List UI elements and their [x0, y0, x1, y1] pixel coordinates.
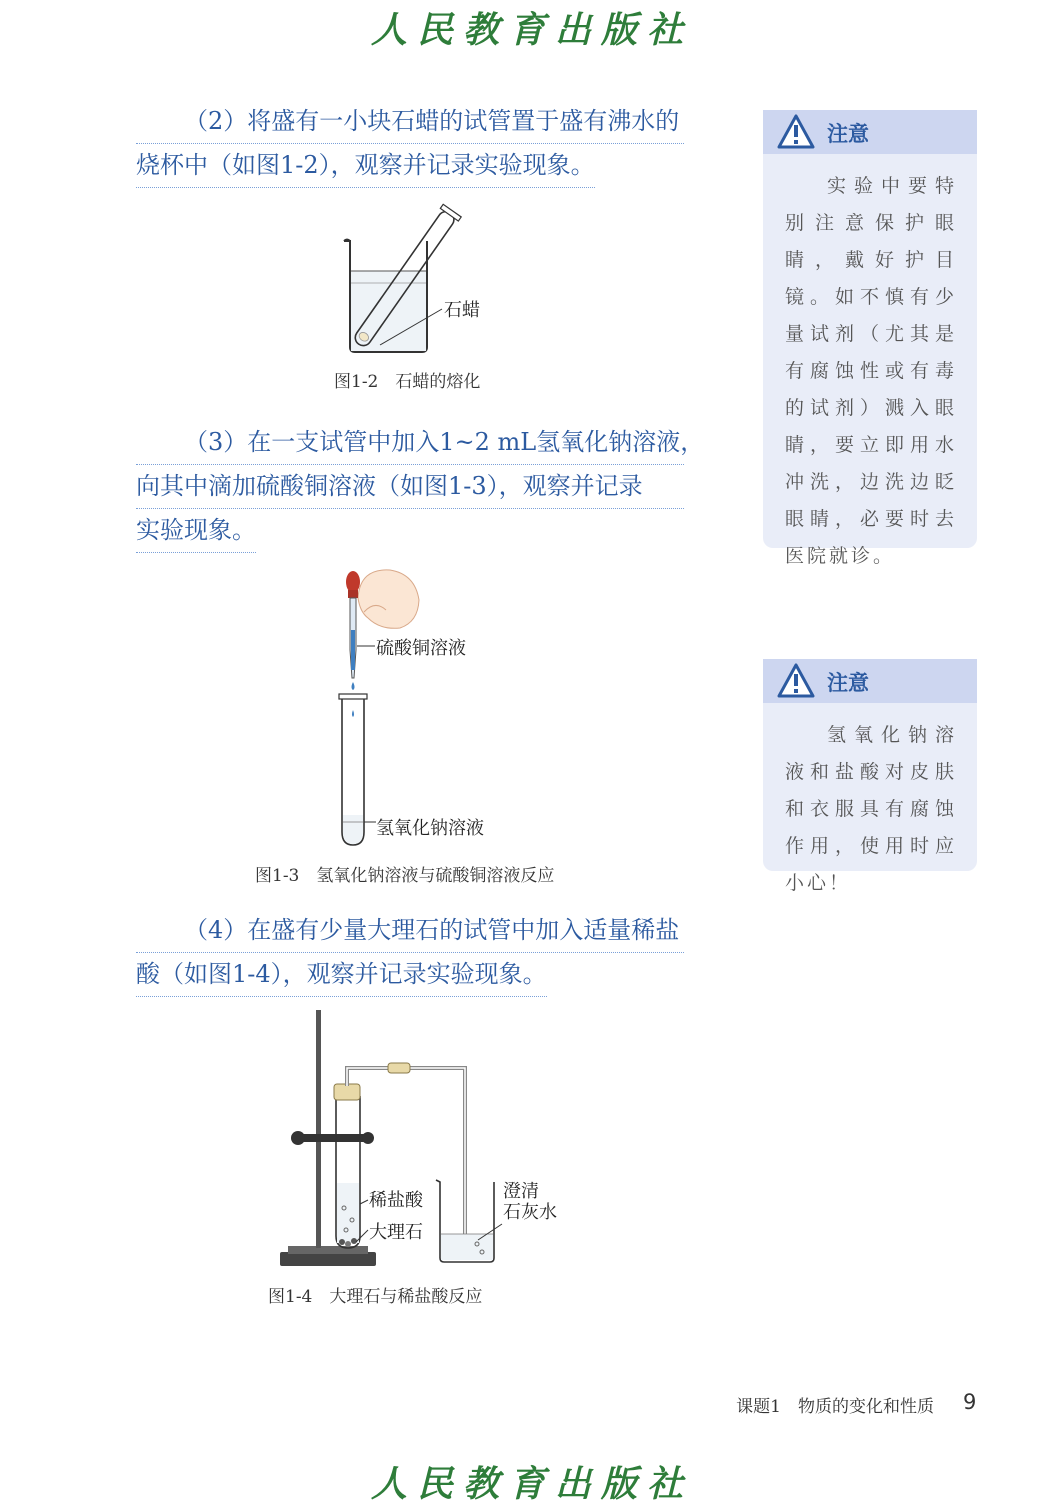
step-3-line-3: 实验现象。: [136, 509, 256, 553]
figure-1-2-beaker: [330, 205, 490, 355]
step-3-line-2: 向其中滴加硫酸铜溶液（如图1-3），观察并记录: [136, 465, 684, 509]
figure-1-4-marble-label: 大理石: [369, 1222, 423, 1243]
step-4-paragraph: [136, 909, 684, 997]
publisher-logo-top: 人民教育出版社: [370, 9, 693, 51]
publisher-logo-bottom: 人民教育出版社: [370, 1463, 693, 1505]
figure-1-2-label: 石蜡: [444, 300, 480, 321]
note-title: 注意: [827, 122, 869, 146]
figure-1-3-dropper-tube: [320, 560, 430, 855]
warning-icon: [777, 114, 815, 150]
step-4-line-1: （4）在盛有少量大理石的试管中加入适量稀盐: [136, 909, 684, 953]
note-text: 实验中要特别注意保护眼睛，戴好护目镜。如不慎有少量试剂（尤其是有腐蚀性或有毒的试剂）溅入眼睛，要立即用水冲洗，边洗边眨眼睛，必要时去医院就诊。: [785, 175, 957, 567]
note-title: 注意: [827, 671, 869, 695]
figure-1-4-acid-label: 稀盐酸: [369, 1190, 423, 1211]
warning-icon: [777, 663, 815, 699]
figure-1-4-water-label-2: 石灰水: [503, 1202, 557, 1223]
note-text: 氢氧化钠溶液和盐酸对皮肤和衣服具有腐蚀作用，使用时应小心！: [785, 724, 957, 894]
note-box-corrosive: [763, 659, 977, 894]
figure-1-4-water-label-1: 澄清: [503, 1181, 539, 1202]
step-2-line-2: 烧杯中（如图1-2），观察并记录实验现象。: [136, 144, 595, 188]
note-header: [763, 110, 977, 154]
step-2-paragraph: [136, 100, 684, 188]
step-4-line-2: 酸（如图1-4），观察并记录实验现象。: [136, 953, 547, 997]
figure-1-3-dropper-label: 硫酸铜溶液: [376, 638, 466, 659]
step-2-line-1: （2）将盛有一小块石蜡的试管置于盛有沸水的: [136, 100, 684, 144]
step-3-paragraph: [136, 421, 705, 553]
figure-1-3-tube-label: 氢氧化钠溶液: [376, 818, 484, 839]
note-box-eye-safety: [763, 110, 977, 567]
figure-1-2-caption: 图1-2 石蜡的熔化: [334, 372, 481, 392]
step-3-line-1: （3）在一支试管中加入1~2 mL氢氧化钠溶液，: [136, 421, 684, 465]
figure-1-4-caption: 图1-4 大理石与稀盐酸反应: [268, 1287, 483, 1307]
page-number: 9: [963, 1390, 977, 1414]
chapter-title: 课题1 物质的变化和性质: [736, 1397, 934, 1417]
note-header: [763, 659, 977, 703]
figure-1-3-caption: 图1-3 氢氧化钠溶液与硫酸铜溶液反应: [255, 866, 555, 886]
